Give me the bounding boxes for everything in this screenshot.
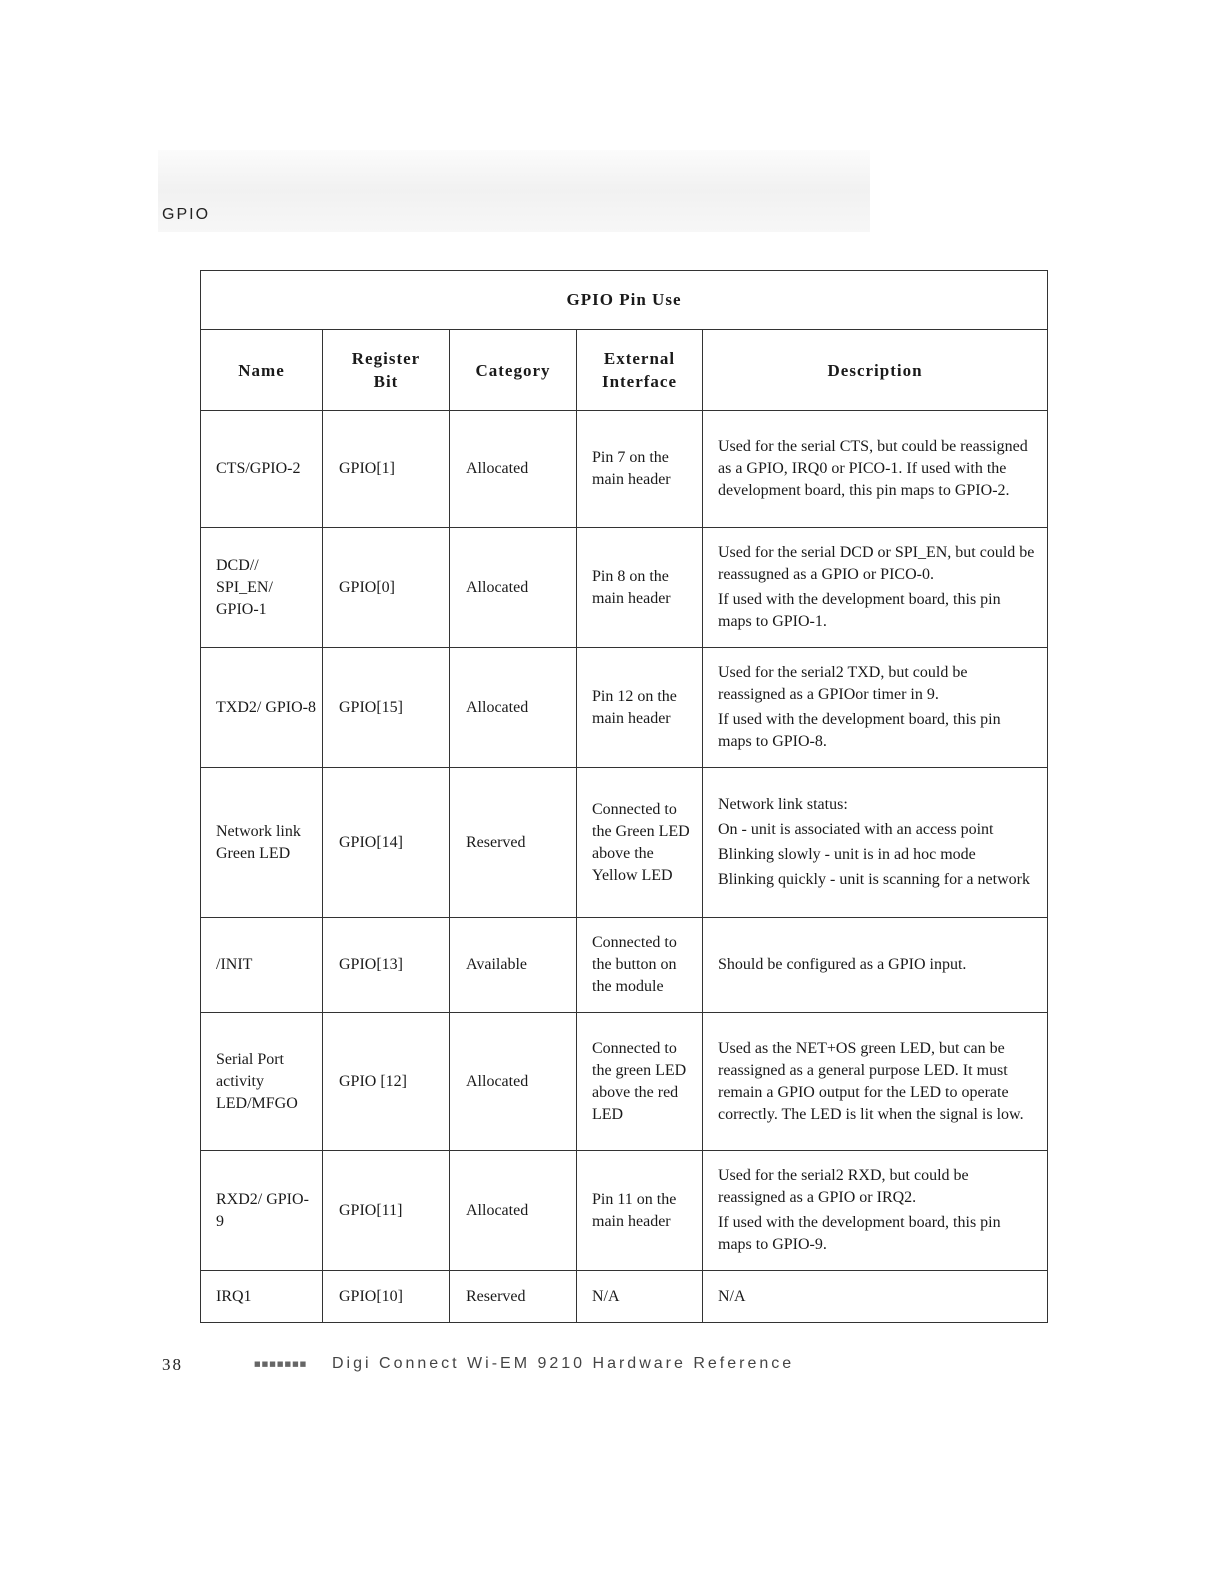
cell-category: Allocated: [450, 648, 577, 768]
cell-description: [703, 411, 1048, 528]
cell-register-bit: GPIO [12]: [323, 1013, 450, 1151]
gpio-pin-use-table: [200, 270, 1048, 1323]
description-line: Blinking quickly - unit is scanning for a network: [718, 871, 1030, 888]
cell-register-bit: GPIO[10]: [323, 1271, 450, 1323]
table-row: [201, 1271, 1048, 1323]
cell-external-interface: Connected to the Green LED above the Yellow LED: [577, 768, 703, 918]
table-body: [201, 411, 1048, 1323]
description-line: Used as the NET+OS green LED, but can be reassigned as a general purpose LED. It must remain a GPIO output for the LED to operate correctly. The LED is lit when the signal is low.: [718, 1039, 1024, 1123]
table-row: [201, 1013, 1048, 1151]
cell-category: Allocated: [450, 411, 577, 528]
cell-name: CTS/GPIO-2: [201, 411, 323, 528]
header-register-bit-text: Register Bit: [351, 349, 421, 391]
cell-external-interface: Pin 12 on the main header: [577, 648, 703, 768]
cell-register-bit: GPIO[14]: [323, 768, 450, 918]
description-line: If used with the development board, this pin maps to GPIO-9.: [718, 1214, 1001, 1253]
cell-name: Serial Port activity LED/MFGO: [201, 1013, 323, 1151]
table-row: [201, 918, 1048, 1013]
table-row: [201, 528, 1048, 648]
description-line: Should be configured as a GPIO input.: [718, 956, 967, 973]
footer-decoration: ■■■■■■■: [254, 1360, 308, 1368]
cell-name: IRQ1: [201, 1271, 323, 1323]
cell-external-interface: Connected to the button on the module: [577, 918, 703, 1013]
table-row: [201, 768, 1048, 918]
header-band: [158, 150, 870, 232]
description-line: On - unit is associated with an access point: [718, 821, 994, 838]
cell-external-interface: Pin 8 on the main header: [577, 528, 703, 648]
description-line: N/A: [718, 1287, 746, 1305]
cell-description: [703, 1013, 1048, 1151]
cell-category: Available: [450, 918, 577, 1013]
header-description: Description: [703, 330, 1048, 411]
description-line: Network link status:: [718, 796, 848, 813]
header-category: Category: [450, 330, 577, 411]
description-line: Used for the serial2 TXD, but could be reassigned as a GPIOor timer in 9.: [718, 664, 968, 703]
cell-description: [703, 648, 1048, 768]
description-line: Used for the serial DCD or SPI_EN, but could be reassugned as a GPIO or PICO-0.: [718, 544, 1035, 583]
page-number: 38: [162, 1355, 183, 1374]
cell-description: [703, 1151, 1048, 1271]
cell-register-bit: GPIO[13]: [323, 918, 450, 1013]
cell-register-bit: GPIO[1]: [323, 411, 450, 528]
header-register-bit: [323, 330, 450, 411]
section-title: GPIO: [162, 206, 211, 223]
cell-category: Reserved: [450, 768, 577, 918]
cell-category: Allocated: [450, 1013, 577, 1151]
cell-external-interface: N/A: [577, 1271, 703, 1323]
header-external-interface: [577, 330, 703, 411]
cell-category: Reserved: [450, 1271, 577, 1323]
cell-name: RXD2/ GPIO-9: [201, 1151, 323, 1271]
cell-name: Network link Green LED: [201, 768, 323, 918]
cell-name: /INIT: [201, 918, 323, 1013]
description-line: Used for the serial2 RXD, but could be reassigned as a GPIO or IRQ2.: [718, 1167, 969, 1206]
cell-category: Allocated: [450, 1151, 577, 1271]
cell-register-bit: GPIO[11]: [323, 1151, 450, 1271]
cell-name: DCD// SPI_EN/ GPIO-1: [201, 528, 323, 648]
cell-external-interface: Pin 11 on the main header: [577, 1151, 703, 1271]
table-row: [201, 1151, 1048, 1271]
cell-register-bit: GPIO[15]: [323, 648, 450, 768]
cell-external-interface: Connected to the green LED above the red LED: [577, 1013, 703, 1151]
description-line: Blinking slowly - unit is in ad hoc mode: [718, 846, 976, 863]
cell-description: [703, 528, 1048, 648]
cell-description: [703, 918, 1048, 1013]
table-row: [201, 648, 1048, 768]
header-external-interface-text: External Interface: [601, 349, 678, 391]
description-line: If used with the development board, this pin maps to GPIO-1.: [718, 591, 1001, 630]
description-line: Used for the serial CTS, but could be reassigned as a GPIO, IRQ0 or PICO-1. If used with the development board, this pin maps to GPIO-2.: [718, 438, 1028, 499]
table-row: [201, 411, 1048, 528]
table-caption: GPIO Pin Use: [201, 271, 1048, 330]
cell-name: TXD2/ GPIO-8: [201, 648, 323, 768]
cell-external-interface: Pin 7 on the main header: [577, 411, 703, 528]
header-name: Name: [201, 330, 323, 411]
cell-register-bit: GPIO[0]: [323, 528, 450, 648]
footer-doc-title: Digi Connect Wi-EM 9210 Hardware Reference: [332, 1355, 795, 1372]
cell-description: [703, 1271, 1048, 1323]
cell-category: Allocated: [450, 528, 577, 648]
description-line: If used with the development board, this pin maps to GPIO-8.: [718, 711, 1001, 750]
cell-description: [703, 768, 1048, 918]
